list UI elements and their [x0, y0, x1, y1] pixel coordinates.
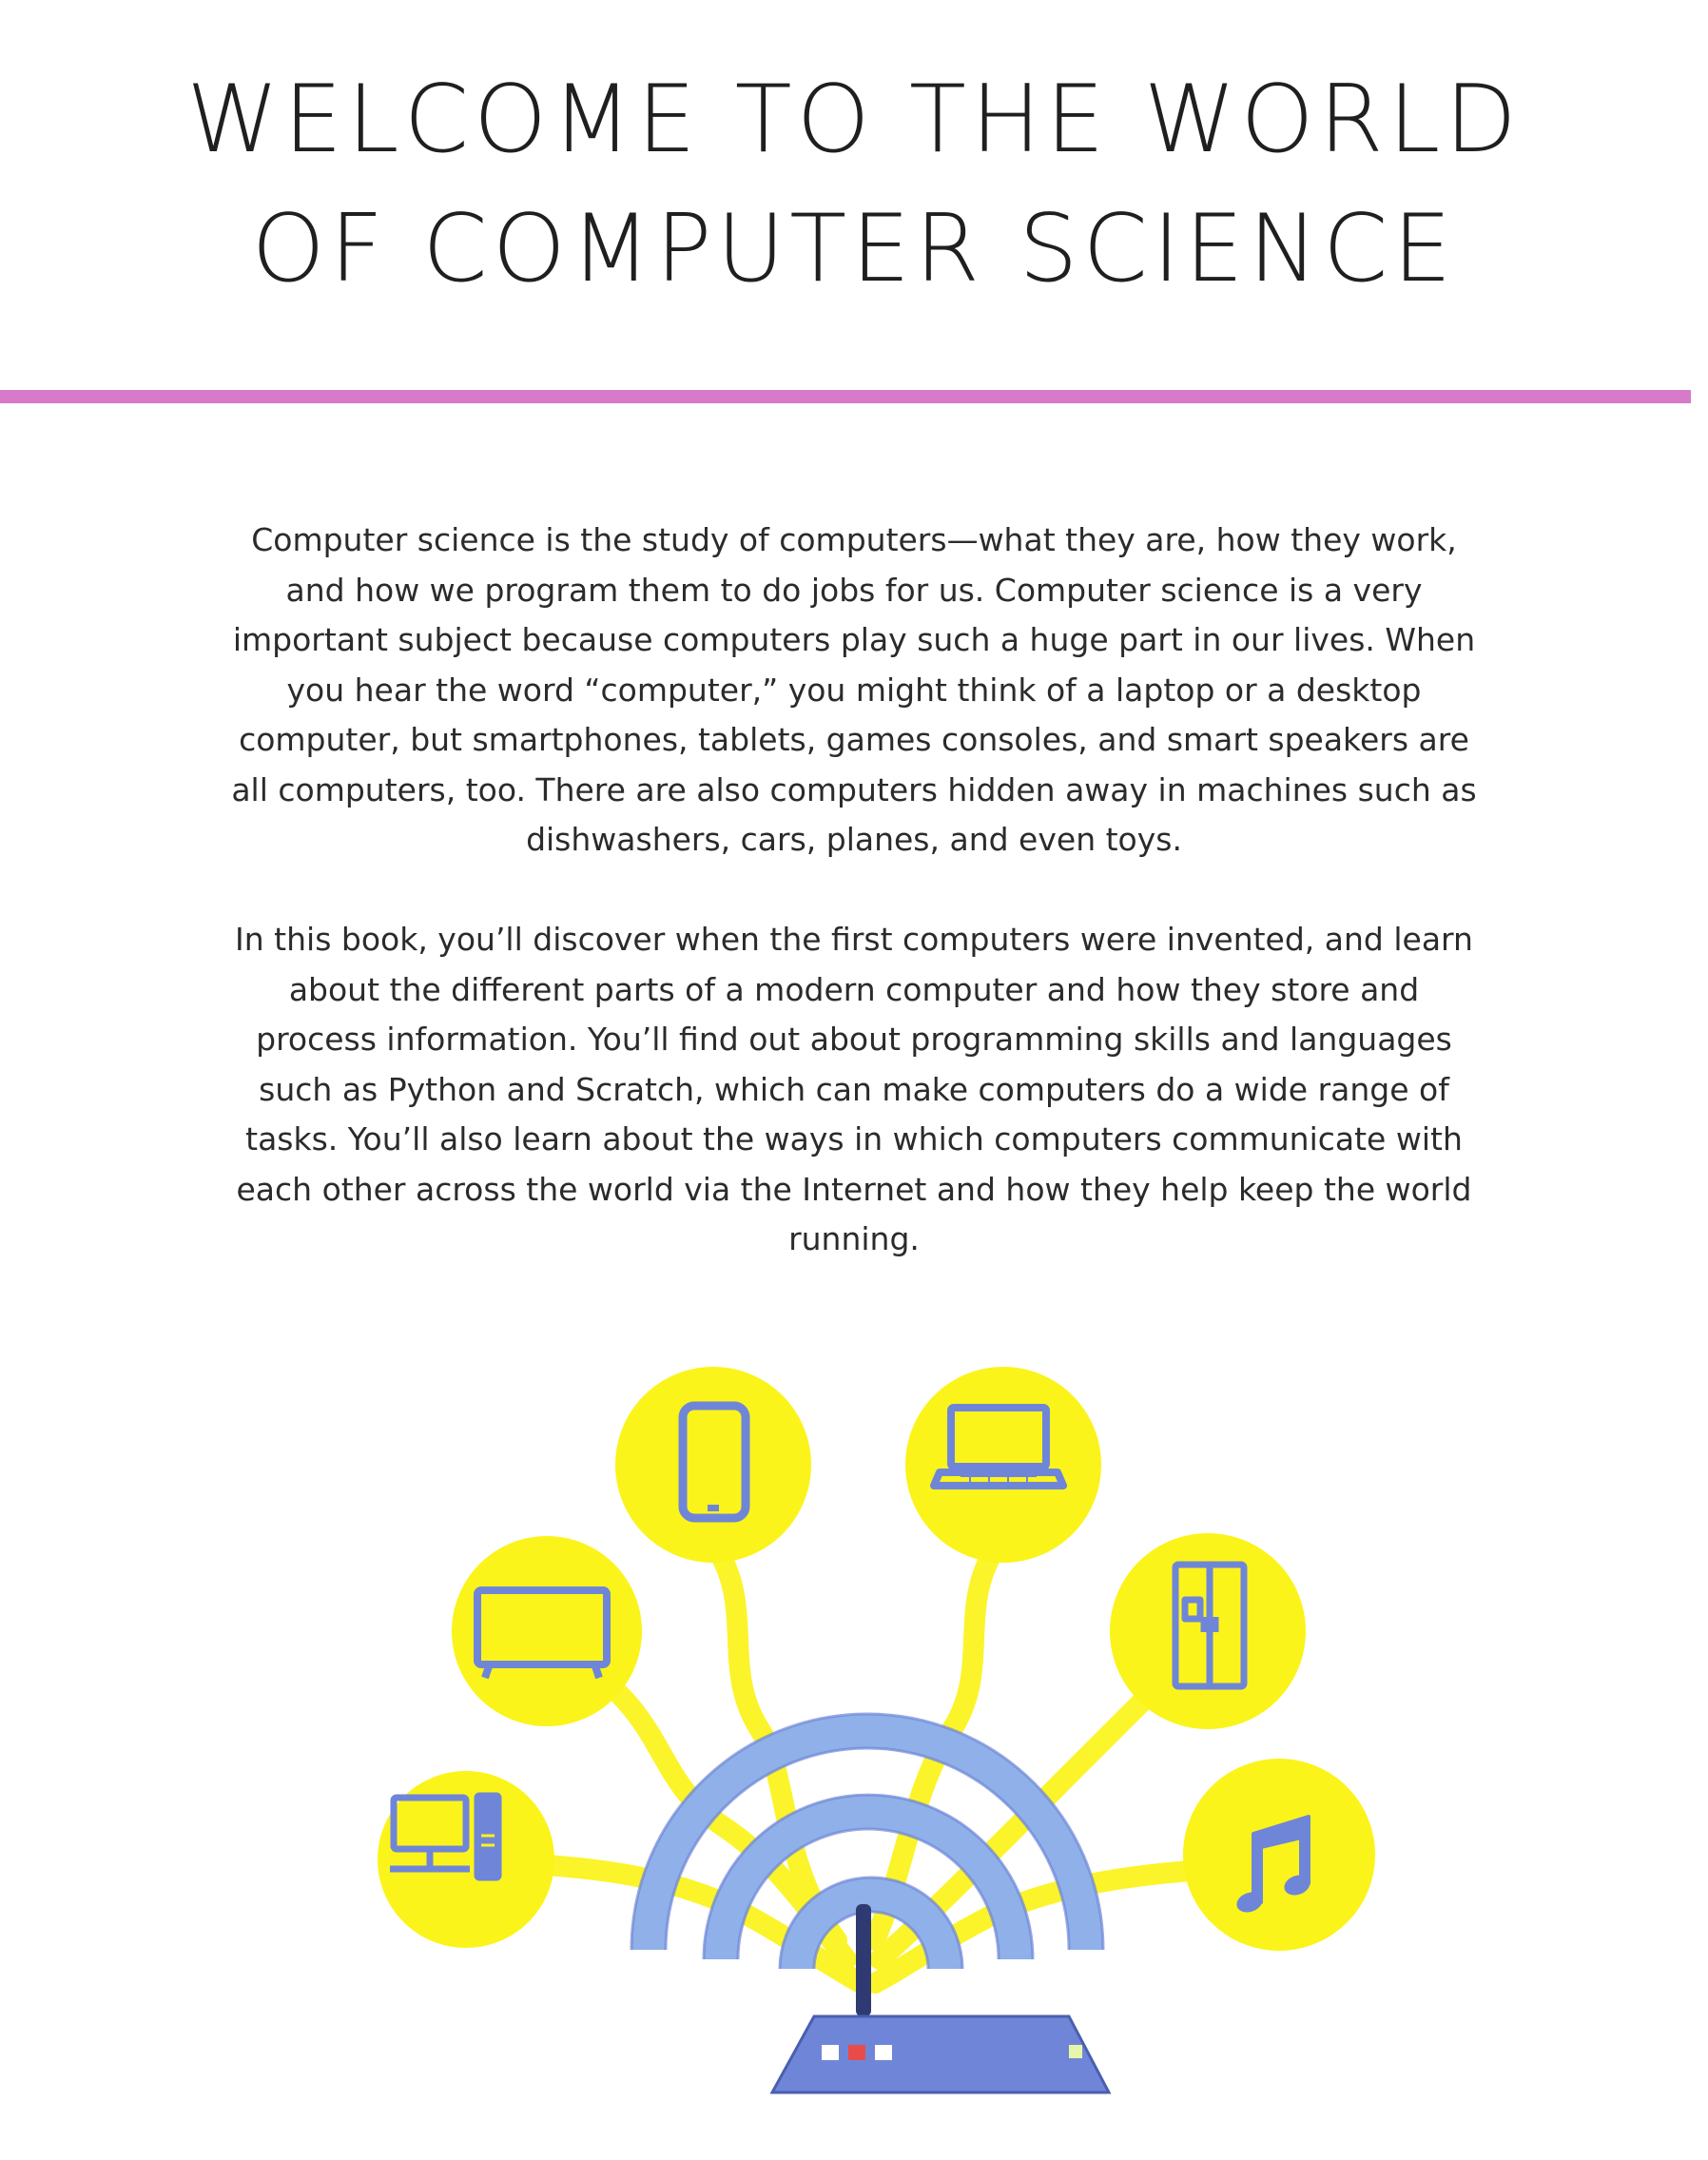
circle-music — [1183, 1759, 1375, 1951]
title-line-1: WELCOME TO THE WORLD — [186, 66, 1522, 174]
device-circles — [378, 1367, 1375, 1951]
router-led-red — [848, 2045, 865, 2060]
router-antenna — [856, 1904, 871, 2016]
title-divider — [0, 390, 1691, 403]
circle-phone — [615, 1367, 811, 1563]
intro-paragraph-2: In this book, you’ll discover when the first computers were invented, and learn about the different parts of a modern computer and how they store and process information. You’ll find out about programming skills and languages such as Python and Scratch, which can make computers do a wide range of tasks. You’ll also learn about the ways in which computers communicate with each other across the world via the Internet and how they help keep the world running. — [235, 921, 1473, 1257]
page-title — [0, 55, 1708, 314]
router-led-green — [1069, 2045, 1082, 2058]
title-line-2: OF COMPUTER SCIENCE — [251, 195, 1457, 303]
network-illustration — [0, 1313, 1708, 2150]
intro-paragraph-1: Computer science is the study of computers—what they are, how they work, and how we program them to do jobs for us. Computer science is a very important subject because computers play such a huge part in our lives. When you hear the word “computer,” you might think of a laptop or a desktop computer, but smartphones, tablets, games consoles, and smart speakers are all computers, too. There are also computers hidden away in machines such as dishwashers, cars, planes, and even toys. — [231, 521, 1477, 858]
